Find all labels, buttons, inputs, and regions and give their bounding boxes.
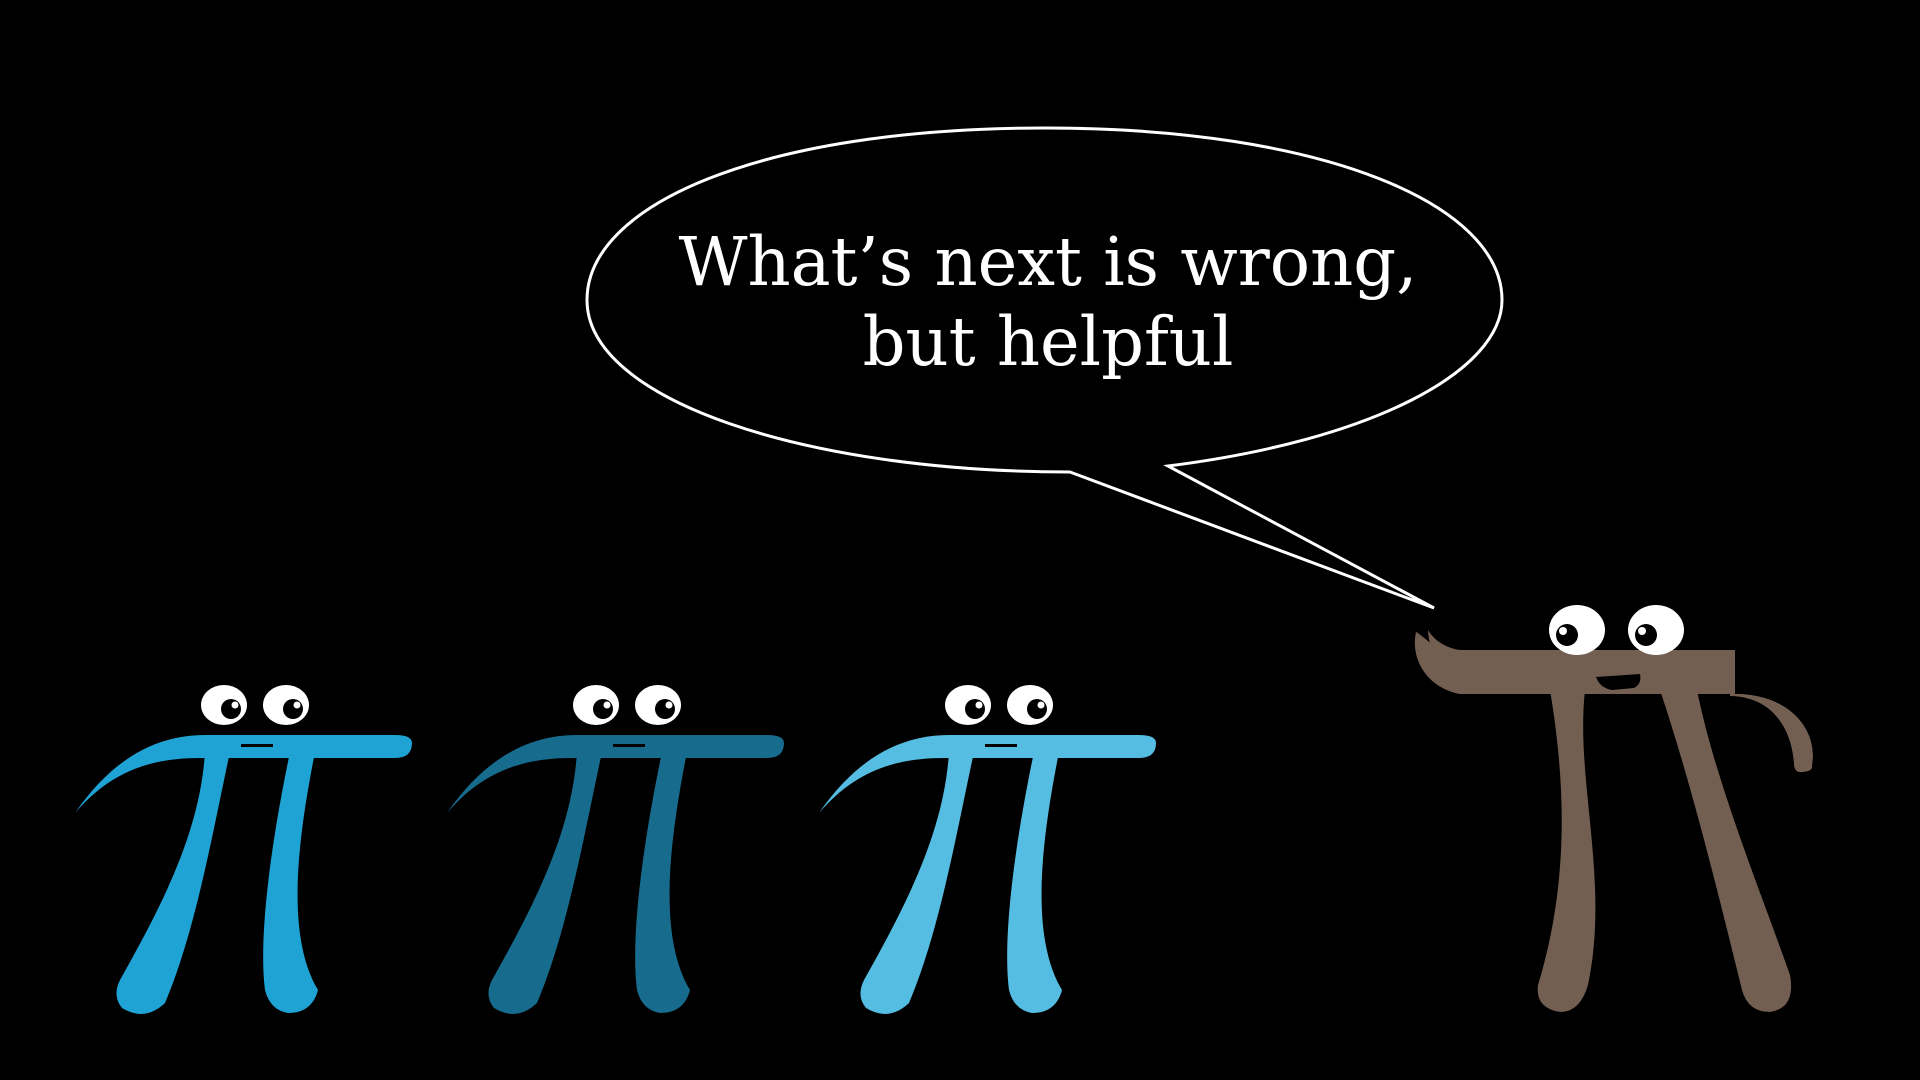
eye-icon bbox=[1628, 605, 1684, 655]
eye-icon bbox=[263, 685, 309, 725]
mouth-icon bbox=[985, 744, 1017, 747]
student-pi-3 bbox=[819, 685, 1156, 1014]
pi-body bbox=[819, 735, 1156, 1014]
speech-bubble bbox=[587, 128, 1502, 608]
speech-line-1: What’s next is wrong, bbox=[678, 223, 1418, 301]
eye-icon bbox=[201, 685, 247, 725]
eye-icon bbox=[573, 685, 619, 725]
eye-icon bbox=[1007, 685, 1053, 725]
speech-line-2: but helpful bbox=[862, 303, 1234, 381]
mouth-icon bbox=[241, 744, 273, 747]
eye-icon bbox=[635, 685, 681, 725]
eye-icon bbox=[1549, 605, 1605, 655]
student-pi-1 bbox=[75, 685, 412, 1014]
mouth-icon bbox=[613, 744, 645, 747]
teacher-pi bbox=[1415, 605, 1813, 1012]
eye-icon bbox=[945, 685, 991, 725]
pi-body bbox=[75, 735, 412, 1014]
student-pi-2 bbox=[447, 685, 784, 1014]
pi-body bbox=[447, 735, 784, 1014]
